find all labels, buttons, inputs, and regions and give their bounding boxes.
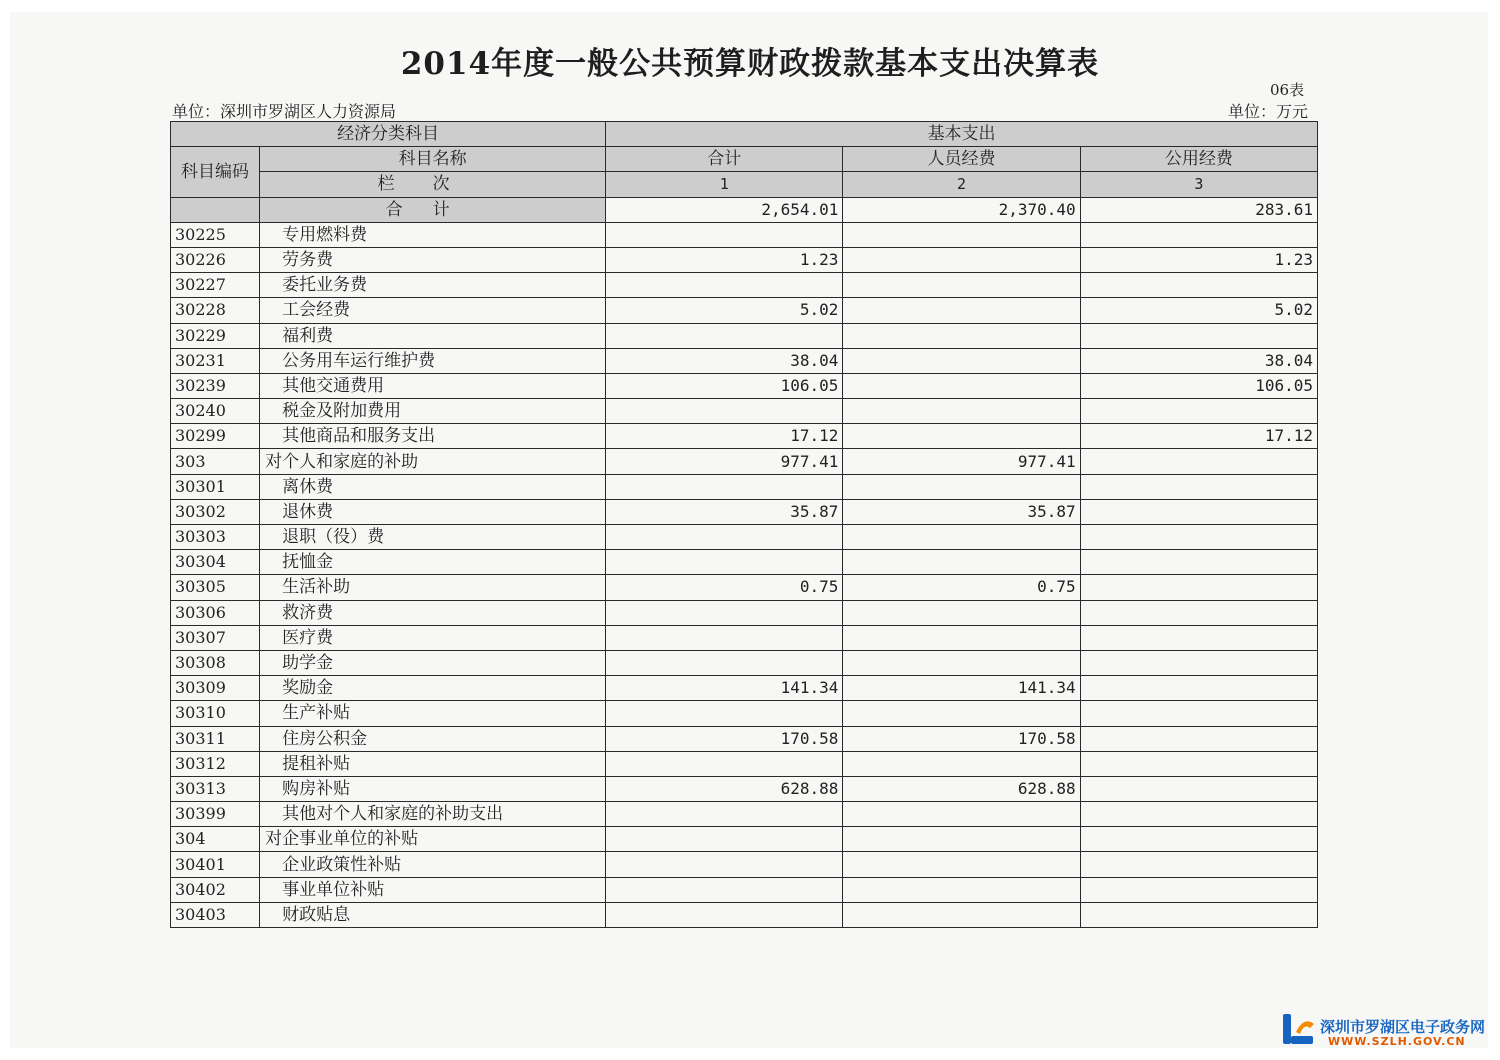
table-row: [171, 751, 1318, 776]
row-total: [606, 323, 843, 348]
table-row: [171, 348, 1318, 373]
row-code: 30305: [171, 575, 260, 600]
row-public: [1080, 726, 1317, 751]
row-personnel: [843, 373, 1080, 398]
row-public: [1080, 399, 1317, 424]
row-name: 抚恤金: [260, 550, 606, 575]
row-public: [1080, 625, 1317, 650]
row-personnel: [843, 802, 1080, 827]
watermark-site-name: 深圳市罗湖区电子政务网: [1320, 1018, 1486, 1036]
table-row: [171, 550, 1318, 575]
row-public: [1080, 222, 1317, 247]
table-row: [171, 449, 1318, 474]
row-personnel: 141.34: [843, 676, 1080, 701]
table-row: [171, 650, 1318, 675]
row-public: [1080, 802, 1317, 827]
row-name: 对企事业单位的补贴: [260, 827, 606, 852]
row-personnel: [843, 902, 1080, 927]
row-public: [1080, 273, 1317, 298]
row-total: 5.02: [606, 298, 843, 323]
row-total: [606, 399, 843, 424]
total-public: 283.61: [1080, 197, 1317, 222]
row-personnel: [843, 525, 1080, 550]
row-public: [1080, 474, 1317, 499]
header-econ-category: 经济分类科目: [171, 122, 606, 147]
row-public: [1080, 852, 1317, 877]
table-row: [171, 424, 1318, 449]
table-row: [171, 676, 1318, 701]
row-total: 106.05: [606, 373, 843, 398]
row-public: [1080, 600, 1317, 625]
row-total: 628.88: [606, 776, 843, 801]
row-public: [1080, 827, 1317, 852]
row-personnel: [843, 323, 1080, 348]
row-total: [606, 525, 843, 550]
row-personnel: [843, 701, 1080, 726]
currency-unit: 单位：万元: [1228, 102, 1309, 121]
row-total: [606, 802, 843, 827]
row-name: 其他对个人和家庭的补助支出: [260, 802, 606, 827]
row-name: 财政贴息: [260, 902, 606, 927]
row-name: 专用燃料费: [260, 222, 606, 247]
header-total: 合计: [606, 147, 843, 172]
row-name: 工会经费: [260, 298, 606, 323]
row-code: 30306: [171, 600, 260, 625]
table-row: [171, 701, 1318, 726]
row-name: 奖励金: [260, 676, 606, 701]
row-code: 30299: [171, 424, 260, 449]
row-total: 170.58: [606, 726, 843, 751]
total-code-cell: [171, 197, 260, 222]
row-personnel: [843, 298, 1080, 323]
row-total: [606, 751, 843, 776]
row-code: 30308: [171, 650, 260, 675]
row-name: 退休费: [260, 499, 606, 524]
row-total: [606, 827, 843, 852]
header-name: 科目名称: [260, 147, 606, 172]
table-row: [171, 902, 1318, 927]
row-code: 30309: [171, 676, 260, 701]
row-code: 30231: [171, 348, 260, 373]
row-name: 对个人和家庭的补助: [260, 449, 606, 474]
budget-table: [170, 121, 1318, 928]
row-code: 30227: [171, 273, 260, 298]
row-name: 助学金: [260, 650, 606, 675]
row-total: [606, 902, 843, 927]
row-public: 38.04: [1080, 348, 1317, 373]
row-code: 30225: [171, 222, 260, 247]
row-public: 17.12: [1080, 424, 1317, 449]
header-lanci: 栏次: [260, 172, 606, 197]
row-total: 1.23: [606, 247, 843, 272]
row-public: [1080, 550, 1317, 575]
table-row: [171, 827, 1318, 852]
row-total: [606, 852, 843, 877]
row-public: [1080, 701, 1317, 726]
row-personnel: [843, 222, 1080, 247]
row-total: [606, 650, 843, 675]
column-number-3: 3: [1080, 172, 1317, 197]
row-public: [1080, 575, 1317, 600]
row-name: 生产补贴: [260, 701, 606, 726]
row-public: 106.05: [1080, 373, 1317, 398]
table-row: [171, 575, 1318, 600]
row-personnel: 0.75: [843, 575, 1080, 600]
row-personnel: 628.88: [843, 776, 1080, 801]
row-name: 税金及附加费用: [260, 399, 606, 424]
row-code: 304: [171, 827, 260, 852]
row-code: 30311: [171, 726, 260, 751]
row-code: 30301: [171, 474, 260, 499]
row-total: 17.12: [606, 424, 843, 449]
header-basic-expenditure: 基本支出: [606, 122, 1318, 147]
row-public: [1080, 751, 1317, 776]
row-personnel: 977.41: [843, 449, 1080, 474]
row-total: 141.34: [606, 676, 843, 701]
row-name: 生活补助: [260, 575, 606, 600]
row-total: [606, 474, 843, 499]
row-name: 提租补贴: [260, 751, 606, 776]
table-row: [171, 399, 1318, 424]
row-code: 30239: [171, 373, 260, 398]
row-personnel: [843, 474, 1080, 499]
row-personnel: [843, 600, 1080, 625]
row-name: 救济费: [260, 600, 606, 625]
row-code: 30399: [171, 802, 260, 827]
header-public: 公用经费: [1080, 147, 1317, 172]
row-code: 30229: [171, 323, 260, 348]
row-personnel: [843, 650, 1080, 675]
row-personnel: [843, 399, 1080, 424]
row-public: [1080, 776, 1317, 801]
row-name: 离休费: [260, 474, 606, 499]
row-code: 30402: [171, 877, 260, 902]
row-public: [1080, 877, 1317, 902]
row-total: 38.04: [606, 348, 843, 373]
total-personnel: 2,370.40: [843, 197, 1080, 222]
total-label: 合计: [260, 197, 606, 222]
row-total: 35.87: [606, 499, 843, 524]
row-total: 977.41: [606, 449, 843, 474]
row-personnel: [843, 348, 1080, 373]
row-code: 30240: [171, 399, 260, 424]
table-row: [171, 247, 1318, 272]
row-code: 30302: [171, 499, 260, 524]
row-personnel: [843, 550, 1080, 575]
table-row: [171, 273, 1318, 298]
column-number-2: 2: [843, 172, 1080, 197]
table-row: [171, 776, 1318, 801]
table-row: [171, 222, 1318, 247]
row-code: 30226: [171, 247, 260, 272]
site-logo-icon: [1280, 1010, 1318, 1048]
table-row: [171, 802, 1318, 827]
row-code: 30303: [171, 525, 260, 550]
row-personnel: 170.58: [843, 726, 1080, 751]
row-personnel: [843, 877, 1080, 902]
row-name: 住房公积金: [260, 726, 606, 751]
reporting-unit: 单位：深圳市罗湖区人力资源局: [172, 102, 397, 121]
row-name: 事业单位补贴: [260, 877, 606, 902]
watermark-site-url: WWW.SZLH.GOV.CN: [1328, 1035, 1466, 1048]
row-code: 30304: [171, 550, 260, 575]
row-public: [1080, 650, 1317, 675]
row-public: 5.02: [1080, 298, 1317, 323]
row-code: 30313: [171, 776, 260, 801]
table-row: [171, 877, 1318, 902]
row-name: 其他交通费用: [260, 373, 606, 398]
row-name: 其他商品和服务支出: [260, 424, 606, 449]
table-row: [171, 726, 1318, 751]
row-personnel: [843, 827, 1080, 852]
table-row: [171, 852, 1318, 877]
row-personnel: [843, 751, 1080, 776]
row-total: [606, 701, 843, 726]
row-personnel: [843, 424, 1080, 449]
column-number-1: 1: [606, 172, 843, 197]
row-code: 30401: [171, 852, 260, 877]
row-name: 医疗费: [260, 625, 606, 650]
table-row: [171, 525, 1318, 550]
row-public: [1080, 499, 1317, 524]
row-name: 公务用车运行维护费: [260, 348, 606, 373]
row-personnel: [843, 273, 1080, 298]
table-row: [171, 373, 1318, 398]
row-name: 委托业务费: [260, 273, 606, 298]
row-name: 购房补贴: [260, 776, 606, 801]
row-code: 30307: [171, 625, 260, 650]
header-code: 科目编码: [171, 147, 260, 197]
row-public: 1.23: [1080, 247, 1317, 272]
row-code: 30312: [171, 751, 260, 776]
total-sum: 2,654.01: [606, 197, 843, 222]
row-total: 0.75: [606, 575, 843, 600]
row-total: [606, 877, 843, 902]
row-personnel: [843, 625, 1080, 650]
table-row: [171, 625, 1318, 650]
row-total: [606, 222, 843, 247]
row-code: 30403: [171, 902, 260, 927]
site-watermark: [1280, 1010, 1495, 1050]
row-personnel: [843, 852, 1080, 877]
row-code: 30310: [171, 701, 260, 726]
row-public: [1080, 525, 1317, 550]
table-row: [171, 474, 1318, 499]
row-code: 303: [171, 449, 260, 474]
header-personnel: 人员经费: [843, 147, 1080, 172]
table-row: [171, 600, 1318, 625]
row-total: [606, 550, 843, 575]
row-code: 30228: [171, 298, 260, 323]
row-total: [606, 625, 843, 650]
row-public: [1080, 676, 1317, 701]
row-total: [606, 600, 843, 625]
row-name: 企业政策性补贴: [260, 852, 606, 877]
row-public: [1080, 449, 1317, 474]
table-row: [171, 499, 1318, 524]
form-number: 06表: [1270, 81, 1305, 99]
row-personnel: 35.87: [843, 499, 1080, 524]
row-name: 劳务费: [260, 247, 606, 272]
row-personnel: [843, 247, 1080, 272]
row-public: [1080, 902, 1317, 927]
total-row: [171, 197, 1318, 222]
row-name: 退职（役）费: [260, 525, 606, 550]
row-total: [606, 273, 843, 298]
table-row: [171, 323, 1318, 348]
row-name: 福利费: [260, 323, 606, 348]
row-public: [1080, 323, 1317, 348]
table-row: [171, 298, 1318, 323]
page-title: 2014年度一般公共预算财政拨款基本支出决算表: [400, 46, 1100, 82]
